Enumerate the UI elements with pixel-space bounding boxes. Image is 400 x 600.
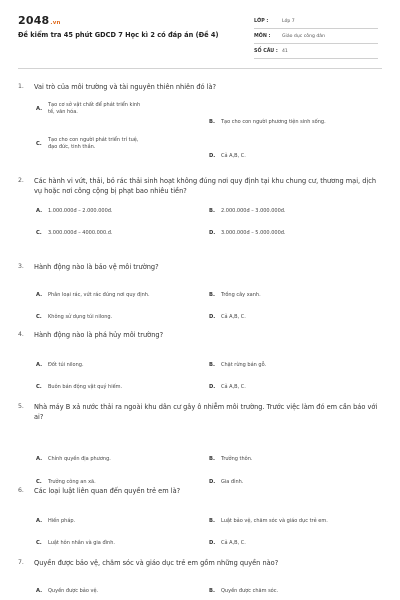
info-value: Giáo dục công dân [282,33,326,39]
question-2 [18,176,382,236]
option-c[interactable]: C. 3.000.000đ – 4000.000.đ. [36,230,113,236]
option-d[interactable]: D. Cả A,B, C. [209,384,246,390]
option-d[interactable]: D. 3.000.000đ – 5.000.000đ. [209,230,286,236]
question-text: Hành động nào là phá hủy môi trường? [34,331,164,339]
question-stem [18,486,382,496]
info-label: LỚP : [254,18,269,24]
question-number: 7. [18,559,24,566]
page-header [0,0,400,72]
question-7 [18,558,382,594]
option-d[interactable]: D. Cả A,B, C. [209,153,246,159]
question-number: 3. [18,263,24,270]
option-b[interactable]: B. 2.000.000đ – 3.000.000đ. [209,208,286,214]
option-a[interactable]: A. Quyền được bảo vệ. [36,588,99,594]
info-row-class [254,14,378,29]
info-label: MÔN : [254,33,271,39]
site-logo[interactable] [18,14,61,27]
question-text: Các loại luật liên quan đến quyền trẻ em là? [34,487,181,495]
option-b[interactable]: B. Quyền được chăm sóc. [209,588,279,594]
option-a[interactable]: A. Chính quyền địa phương. [36,456,111,462]
info-value: 41 [282,48,288,54]
option-d[interactable]: D. Cả A,B, C. [209,540,246,546]
option-c[interactable]: C. Buôn bán động vật quý hiếm. [36,384,123,390]
exam-info-box [254,14,378,59]
option-c[interactable]: C. Tạo cho con người phát triển trí tuệ, đạo đức, tinh thần. [36,137,139,150]
question-stem [18,558,382,568]
option-b[interactable]: B. Trưởng thôn. [209,456,253,462]
option-c[interactable]: C. Không sử dụng túi nilong. [36,314,113,320]
question-text: Các hành vi vứt, thải, bỏ rác thải sinh hoạt không đúng nơi quy định tại khu chung cư, thương mại, dịch vụ hoặc nơi công cộng bị phạt bao nhiêu tiền? [34,177,377,195]
option-b[interactable]: B. Chặt rừng bán gỗ. [209,362,267,368]
info-row-count [254,44,378,59]
option-a[interactable]: A. Hiến pháp. [36,518,76,524]
logo-text: 2048 [18,14,50,27]
question-1 [18,82,382,159]
option-c[interactable]: C. Luật hôn nhân và gia đình. [36,540,115,546]
option-a[interactable]: A. Tạo cơ sở vật chất để phát triển kinh tế, văn hóa. [36,102,141,115]
question-number: 2. [18,177,24,184]
option-a[interactable]: A. Đốt túi nilong. [36,362,84,368]
question-3 [18,262,382,320]
header-divider [18,68,382,69]
question-text: Hành động nào là bảo vệ môi trường? [34,263,159,271]
question-stem [18,402,382,422]
option-a[interactable]: A. 1.000.000đ – 2.000.000đ. [36,208,113,214]
option-d[interactable]: D. Gia đình. [209,479,244,485]
option-d[interactable]: D. Cả A,B, C. [209,314,246,320]
info-row-subject [254,29,378,44]
question-text: Nhà máy B xả nước thải ra ngoài khu dân cư gây ô nhiễm môi trường. Trước việc làm đó em cần báo với ai? [34,403,378,421]
question-number: 1. [18,83,24,90]
question-stem [18,82,382,92]
option-b[interactable]: B. Tạo cho con người phương tiện sinh sống. [209,119,326,125]
option-b[interactable]: B. Trồng cây xanh. [209,292,261,298]
question-number: 4. [18,331,24,338]
option-b[interactable]: B. Luật bảo vệ, chăm sóc và giáo dục trẻ em. [209,518,328,524]
info-label: SỐ CÂU : [254,48,278,54]
option-c[interactable]: C. Trưởng công an xã. [36,479,96,485]
question-stem [18,330,382,340]
question-5 [18,402,382,485]
info-value: Lớp 7 [282,18,295,24]
option-a[interactable]: A. Phân loại rác, vứt rác đúng nơi quy định. [36,292,150,298]
question-number: 5. [18,403,24,410]
question-text: Quyền được bảo vệ, chăm sóc và giáo dục trẻ em gồm những quyền nào? [34,559,279,567]
question-number: 6. [18,487,24,494]
question-6 [18,486,382,546]
question-4 [18,330,382,390]
logo-domain: .vn [50,20,61,26]
exam-title: Đề kiểm tra 45 phút GDCD 7 Học kì 2 có đáp án (Đề 4) [18,31,219,39]
question-text: Vai trò của môi trường và tài nguyên thiên nhiên đó là? [34,83,217,91]
question-stem [18,262,382,272]
question-stem [18,176,382,196]
